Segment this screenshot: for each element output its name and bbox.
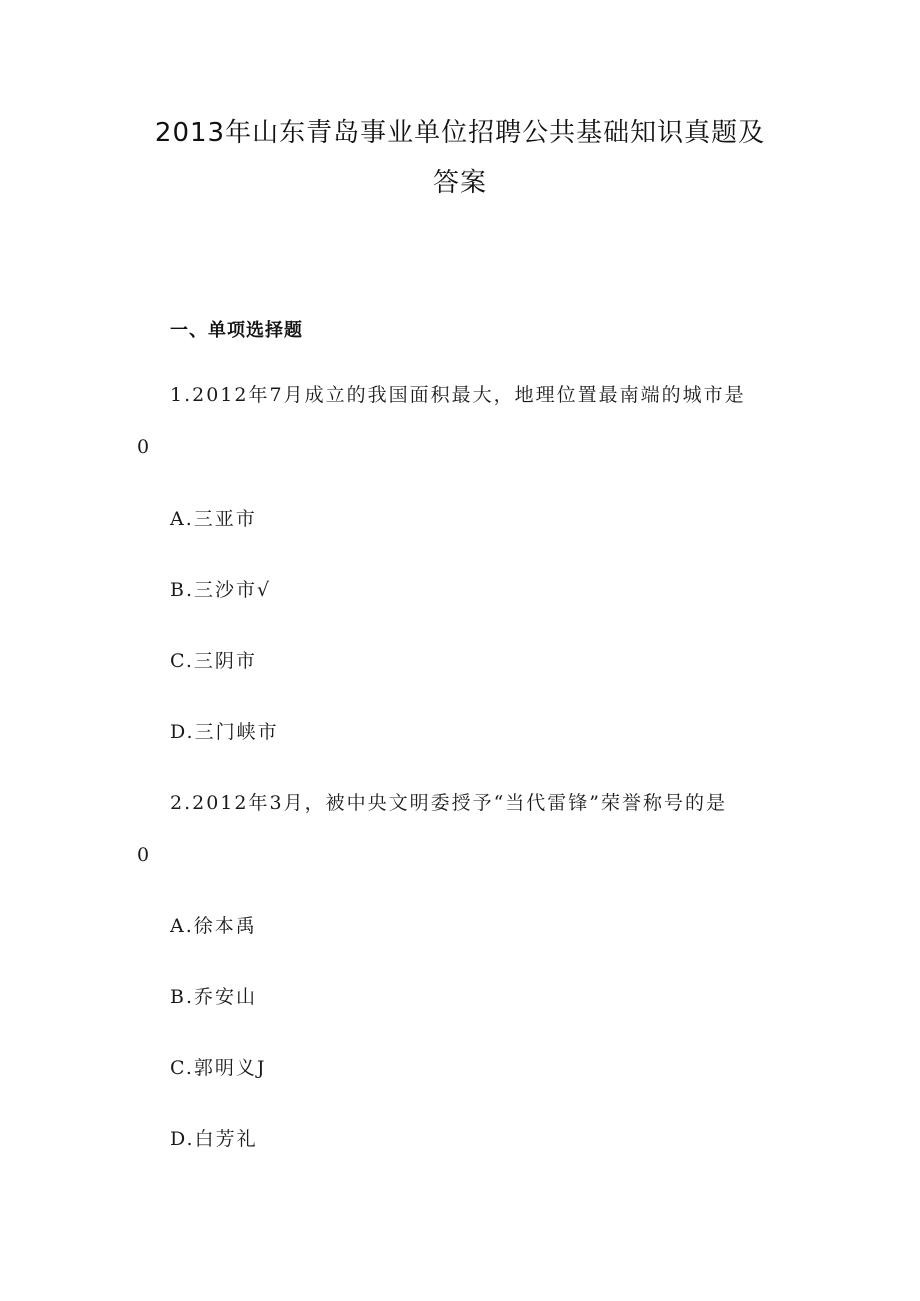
question-2-option-d: D.白芳礼 [170,1128,258,1150]
document-title-line-2: 答案 [432,168,487,198]
question-1-stem: 1.2012年7月成立的我国面积最大，地理位置最南端的城市是 [170,384,746,406]
question-1-option-b: B.三沙市√ [170,579,272,601]
document-title-line-1: 2013年山东青岛事业单位招聘公共基础知识真题及 [154,118,766,148]
question-1-stem-continuation: 0 [137,436,152,458]
question-2-stem: 2.2012年3月，被中央文明委授予“当代雷锋”荣誉称号的是 [170,792,727,814]
question-1-option-d: D.三门峡市 [170,721,279,743]
question-1-option-a: A.三亚市 [170,508,257,530]
section-heading: 一、单项选择题 [170,320,303,341]
question-1-option-c: C.三阴市 [170,650,257,672]
question-2-stem-continuation: 0 [137,844,152,866]
question-2-option-b: B.乔安山 [170,986,258,1008]
question-2-option-a: A.徐本禹 [170,915,257,937]
question-2-option-c: C.郭明义J [170,1057,267,1079]
